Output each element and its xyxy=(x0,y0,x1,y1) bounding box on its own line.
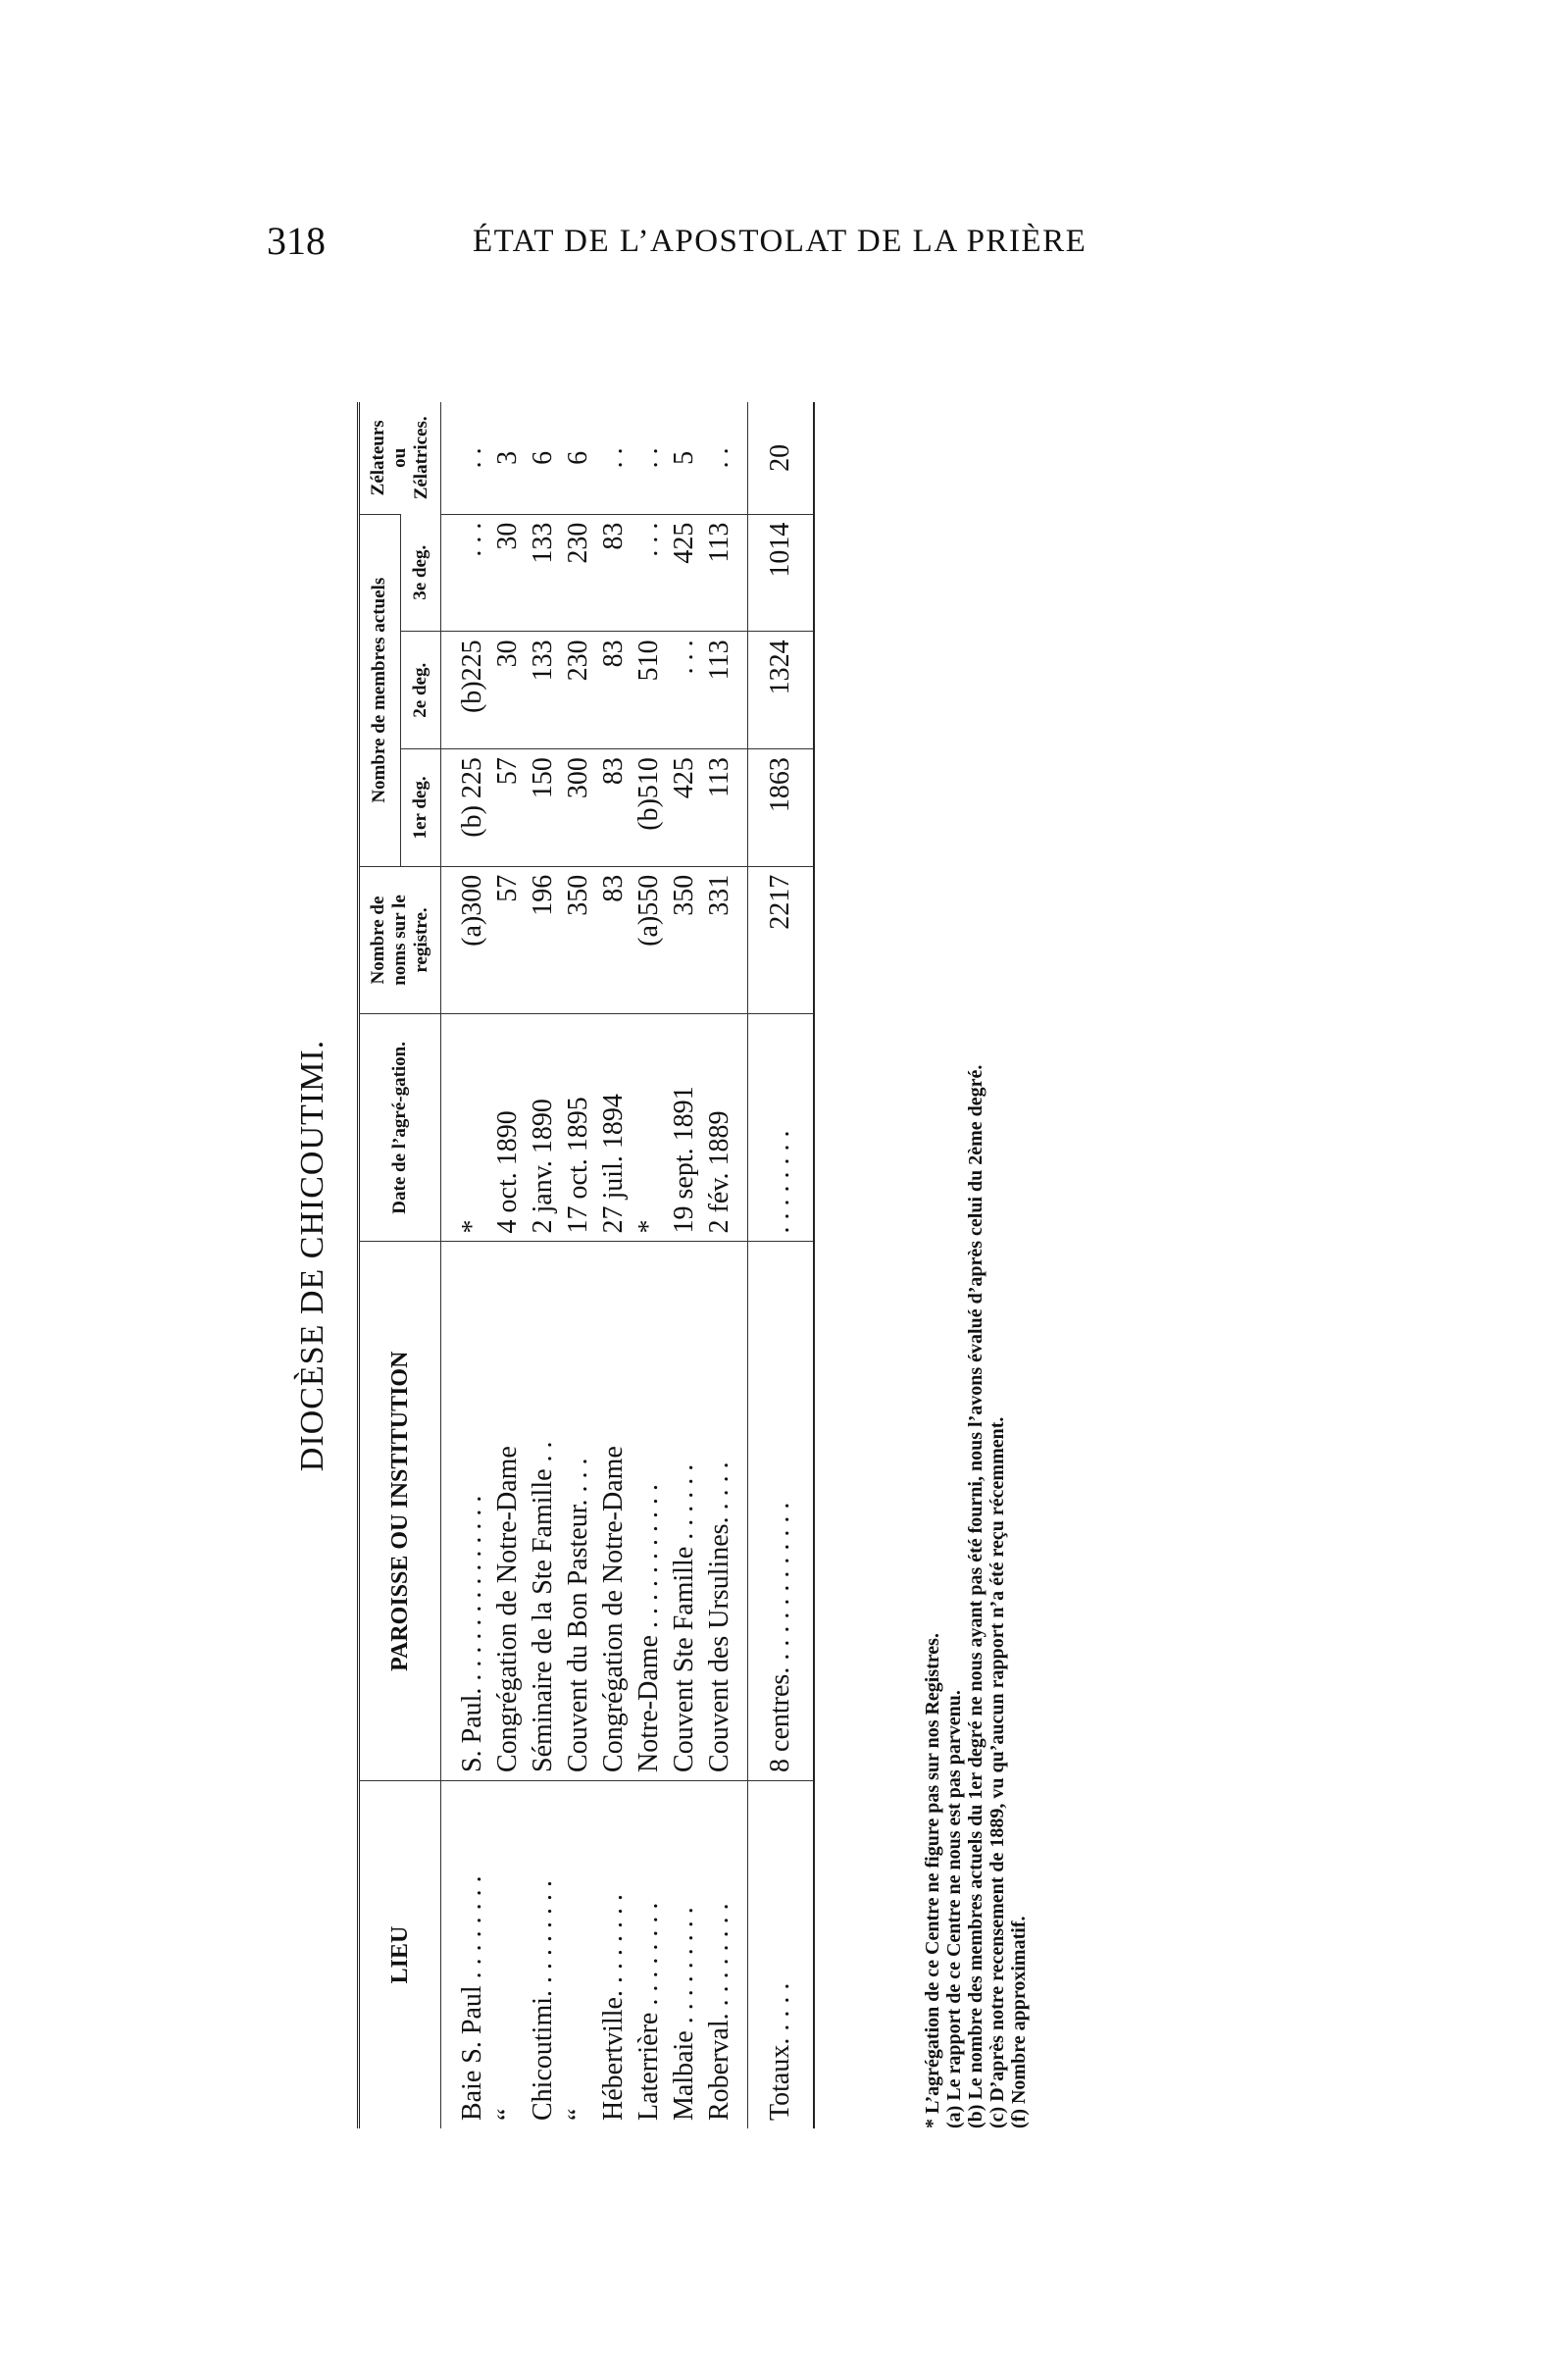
col-header-deg1: 1er deg. xyxy=(400,749,440,867)
totals-registre: 2217 xyxy=(748,866,815,1013)
cell-deg2: 113 xyxy=(702,632,748,749)
cell-registre: 350 xyxy=(667,866,702,1013)
cell-deg2: 30 xyxy=(490,632,526,749)
col-header-deg3: 3e deg. xyxy=(400,514,440,632)
cell-zelateurs: . . xyxy=(457,447,487,469)
cell-date: 19 sept. 1891 xyxy=(667,1014,702,1242)
cell-deg3: . . . xyxy=(632,514,667,632)
cell-paroisse: S. Paul. . . . . . . . . . . . . . . xyxy=(441,1242,491,1780)
col-header-deg2: 2e deg. xyxy=(400,632,440,749)
cell-deg1: 300 xyxy=(561,749,596,867)
cell-registre: (a)300 xyxy=(441,866,491,1013)
cell-lieu: Baie S. Paul . . . . . . . . xyxy=(441,1780,491,2128)
footnote: (b) Le nombre des membres actuels du 1er degré ne nous ayant pas été fourni, nous l’avons évalué d’après celui du 2ème degré. xyxy=(965,1064,986,2128)
cell-deg1: (b) 225 xyxy=(441,749,491,867)
cell-deg3: 83 xyxy=(596,514,632,632)
cell-deg1: 150 xyxy=(526,749,561,867)
col-header-lieu: LIEU xyxy=(359,1780,441,2128)
page-number: 318 xyxy=(267,219,326,263)
cell-deg3: 30 xyxy=(490,514,526,632)
cell-deg3: 230 xyxy=(561,514,596,632)
cell-date: 27 juil. 1894 xyxy=(596,1014,632,1242)
footnote: (f) Nombre approximatif. xyxy=(1008,1916,1030,2128)
table-row xyxy=(526,402,561,2128)
cell-registre: 196 xyxy=(526,866,561,1013)
footnote: * L’agrégation de ce Centre ne figure pas sur nos Registres. xyxy=(922,1633,943,2128)
cell-deg3: 425 xyxy=(667,514,702,632)
col-header-membres: Nombre de membres actuels xyxy=(359,514,401,866)
cell-date: 2 fév. 1889 xyxy=(702,1014,748,1242)
table-row xyxy=(441,402,491,2128)
col-header-registre: Nombre de noms sur le registre. xyxy=(359,866,441,1013)
col-header-paroisse: PAROISSE OU INSTITUTION xyxy=(359,1242,441,1780)
cell-registre: 331 xyxy=(702,866,748,1013)
totals-deg1: 1863 xyxy=(748,749,815,867)
footnote: (c) D’après notre recensement de 1889, vu qu’aucun rapport n’a été reçu récemment. xyxy=(986,1416,1008,2128)
cell-registre: 350 xyxy=(561,866,596,1013)
cell-lieu: Roberval. . . . . . . . . xyxy=(702,1780,748,2128)
table-row xyxy=(702,402,748,2128)
cell-deg2: 230 xyxy=(561,632,596,749)
cell-date: 4 oct. 1890 xyxy=(490,1014,526,1242)
table-title: DIOCÈSE DE CHICOUTIMI. xyxy=(294,1039,330,1472)
rotated-table-block xyxy=(294,383,1079,2128)
cell-date: 2 janv. 1890 xyxy=(526,1014,561,1242)
cell-deg2: 510 xyxy=(632,632,667,749)
cell-deg1: 83 xyxy=(596,749,632,867)
table-row xyxy=(561,402,596,2128)
col-header-date: Date de l’agré-gation. xyxy=(359,1014,441,1242)
cell-zelateurs: 6 xyxy=(563,450,593,465)
cell-deg1: 425 xyxy=(667,749,702,867)
cell-deg1: (b)510 xyxy=(632,749,667,867)
totals-row xyxy=(748,402,815,2128)
table-row xyxy=(667,402,702,2128)
totals-zelateurs: 20 xyxy=(748,402,815,514)
census-table xyxy=(357,402,815,2128)
footnotes xyxy=(922,461,1030,2128)
cell-paroisse: Couvent des Ursulines. . . . . xyxy=(702,1242,748,1780)
cell-paroisse: Notre-Dame . . . . . . . . . . . xyxy=(632,1242,667,1780)
cell-zelateurs: 3 xyxy=(492,450,523,465)
cell-lieu: Malbaie . . . . . . . . . xyxy=(667,1780,702,2128)
cell-date: * xyxy=(632,1014,667,1242)
cell-lieu: Chicoutimi. . . . . . . . . xyxy=(526,1780,561,2128)
table-body xyxy=(441,402,815,2128)
totals-deg3: 1014 xyxy=(748,514,815,632)
table-row xyxy=(490,402,526,2128)
cell-deg2: 83 xyxy=(596,632,632,749)
cell-paroisse: Congrégation de Notre-Dame xyxy=(490,1242,526,1780)
cell-date: 17 oct. 1895 xyxy=(561,1014,596,1242)
cell-paroisse: Séminaire de la Ste Famille . . xyxy=(526,1242,561,1780)
cell-deg3: 113 xyxy=(702,514,748,632)
cell-deg2: . . . xyxy=(667,632,702,749)
totals-deg2: 1324 xyxy=(748,632,815,749)
cell-lieu: “ xyxy=(561,1780,596,2128)
cell-paroisse: Couvent du Bon Pasteur. . . . xyxy=(561,1242,596,1780)
cell-lieu: Laterrière . . . . . . . . xyxy=(632,1780,667,2128)
cell-registre: (a)550 xyxy=(632,866,667,1013)
cell-deg1: 113 xyxy=(702,749,748,867)
table-row xyxy=(632,402,667,2128)
cell-zelateurs: . . xyxy=(704,447,734,469)
table-row xyxy=(596,402,632,2128)
cell-deg3: . . . xyxy=(441,514,491,632)
cell-lieu: “ xyxy=(490,1780,526,2128)
cell-lieu: Hébertville. . . . . . . . xyxy=(596,1780,632,2128)
cell-paroisse: Congrégation de Notre-Dame xyxy=(596,1242,632,1780)
cell-zelateurs: . . xyxy=(598,447,629,469)
cell-zelateurs: 5 xyxy=(669,450,699,465)
cell-deg3: 133 xyxy=(526,514,561,632)
totals-centres: 8 centres. . . . . . . . . . . . . xyxy=(748,1242,815,1780)
footnote: (a) Le rapport de ce Centre ne nous est pas parvenu. xyxy=(943,1690,965,2128)
cell-deg2: (b)225 xyxy=(441,632,491,749)
cell-deg2: 133 xyxy=(526,632,561,749)
running-title: ÉTAT DE L’APOSTOLAT DE LA PRIÈRE xyxy=(473,224,1087,259)
cell-paroisse: Couvent Ste Famille . . . . . . xyxy=(667,1242,702,1780)
cell-registre: 83 xyxy=(596,866,632,1013)
col-header-zelateurs: Zélateurs ou Zélatrices. xyxy=(359,402,441,514)
totals-date: . . . . . . . . xyxy=(748,1014,815,1242)
cell-zelateurs: . . xyxy=(633,447,664,469)
totals-label: Totaux. . . . . xyxy=(748,1780,815,2128)
cell-date: * xyxy=(441,1014,491,1242)
cell-deg1: 57 xyxy=(490,749,526,867)
cell-zelateurs: 6 xyxy=(528,450,558,465)
cell-registre: 57 xyxy=(490,866,526,1013)
